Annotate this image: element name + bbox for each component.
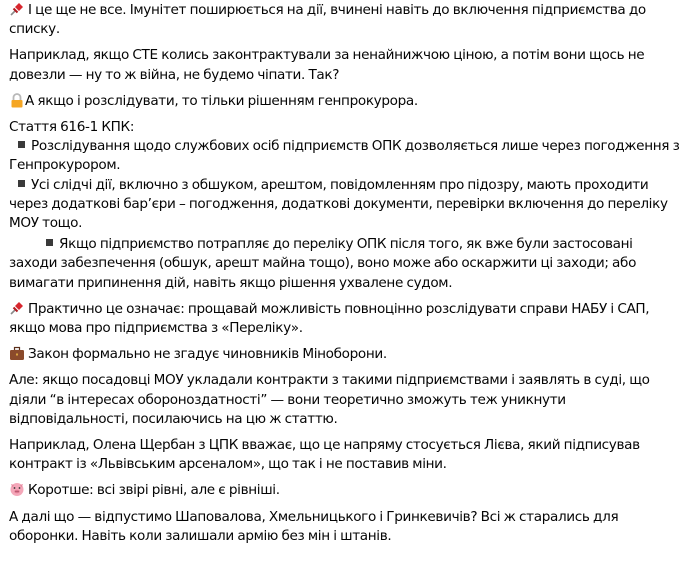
pig-face-icon (9, 481, 25, 497)
paragraph-ministry: Закон формально не згадує чиновників Міноборони. (9, 345, 683, 364)
bullet-icon (18, 180, 25, 187)
article-heading: Стаття 616-1 КПК: (9, 119, 135, 136)
bullet-item-approval: Розслідування щодо службових осіб підприємств ОПК дозволяється лише через погодження з Генпрокурором. (9, 138, 680, 174)
pushpin-icon (9, 1, 25, 17)
bullet-icon (46, 239, 53, 246)
pushpin-icon (9, 300, 25, 316)
briefcase-icon (9, 345, 25, 361)
paragraph-closing: А далі що — відпустимо Шаповалова, Хмельницького і Гринкевичів? Всі ж старались для оборонки. Навіть коли залишали армію без мін і штанів. (9, 508, 619, 544)
paragraph-in-short: Коротше: всі звірі рівні, але є рівніші. (9, 481, 683, 500)
bullet-item-investigative-actions: Усі слідчі дії, включно з обшуком, арештом, повідомленням про підозру, мають проходити через додаткові бар’єри – погодження, додаткові документи, перевірки включення до переліку МОУ тощо. (9, 176, 668, 232)
lock-icon (9, 92, 25, 108)
post-body (0, 1, 691, 546)
bullet-icon (18, 141, 25, 148)
paragraph-shcherban: Наприклад, Олена Щербан з ЦПК вважає, що це напряму стосується Лієва, який підписував контракт із «Львівським арсеналом», що так і не поставив міни. (9, 437, 640, 473)
bullet-item-enterprise-list: Якщо підприємство потрапляє до переліку ОПК після того, як вже були застосовані заходи забезпечення (обшук, арешт майна тощо), воно може або оскаржити ці заходи; або вимагати припинення дій, навіть якщо рішення ухвалене судом. (9, 236, 637, 291)
paragraph-officials: Але: якщо посадовці МОУ укладали контракти з такими підприємствами і заявлять в суді, що діяли “в інтересах обороноздатності” — вони теоретично зможуть теж уникнути відповідальності, посилаючись на цю ж статтю. (9, 372, 650, 427)
paragraph-prosecutor: А якщо і розслідувати, то тільки рішенням генпрокурора. (9, 92, 683, 111)
paragraph-practical-meaning: Практично це означає: прощавай можливість повноцінно розслідувати справи НАБУ і САП, якщо мова про підприємства з «Переліку». (9, 300, 650, 337)
paragraph-example-ste: Наприклад, якщо СТЕ колись законтрактували за ненайнижчою ціною, а потім вони щось не довезли — ну то ж війна, не будемо чіпати. Так? (9, 47, 645, 83)
paragraph-immunity: І це ще не все. Імунітет поширюється на дії, вчинені навіть до включення підприємства до списку. (9, 2, 646, 38)
